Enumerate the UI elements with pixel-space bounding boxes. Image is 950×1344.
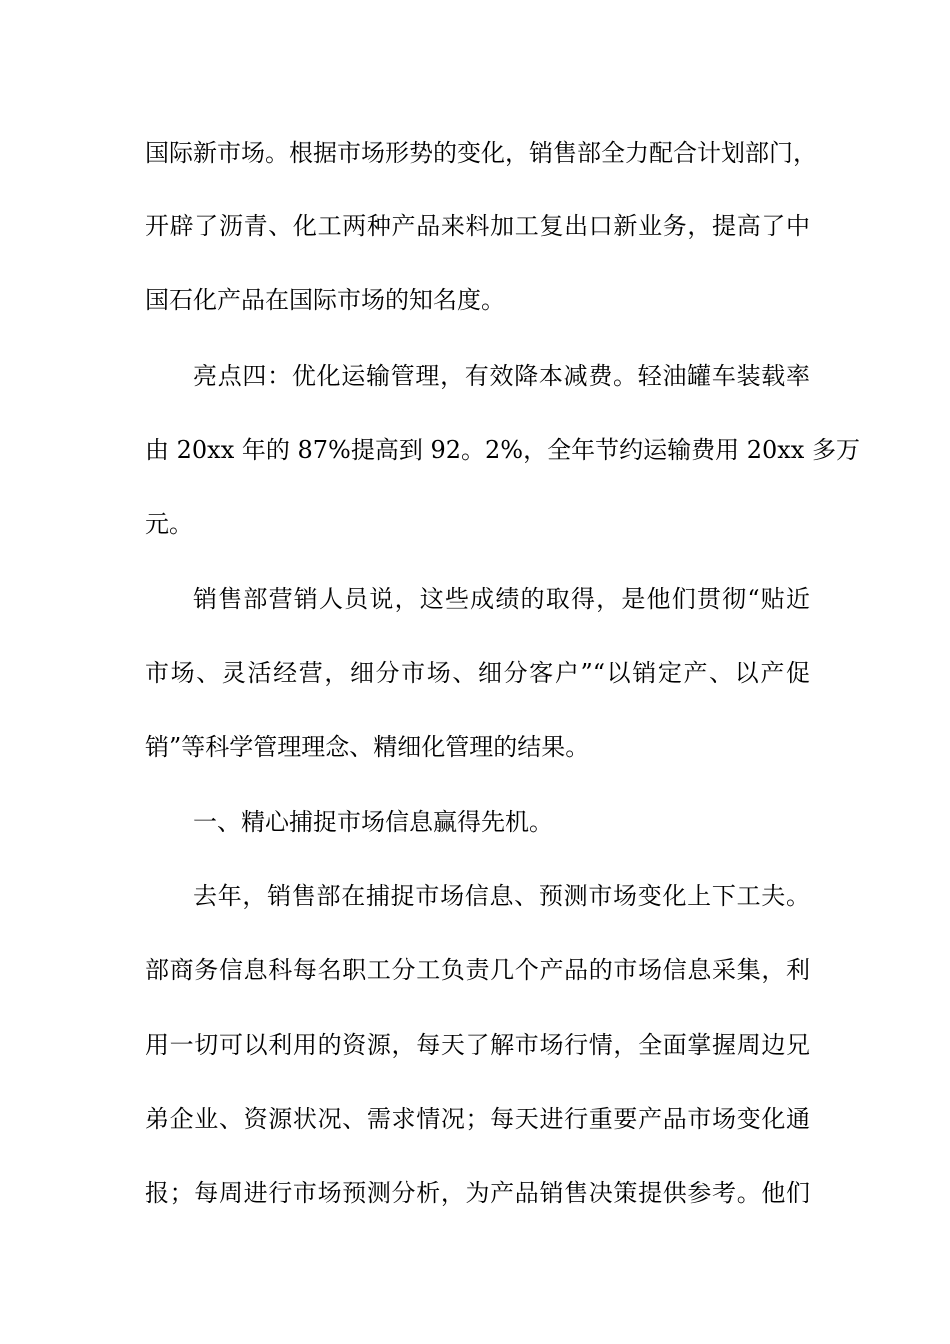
text-line: 报；每周进行市场预测分析，为产品销售决策提供参考。他们 [145, 1179, 810, 1207]
text-line: 销”等科学管理理念、精细化管理的结果。 [145, 733, 590, 761]
text-line: 国际新市场。根据市场形势的变化，销售部全力配合计划部门， [145, 139, 817, 167]
text-line: 元。 [145, 510, 193, 538]
text-line: 去年，销售部在捕捉市场信息、预测市场变化上下工夫。 [193, 882, 810, 910]
text-line: 由 20xx 年的 87%提高到 92。2%，全年节约运输费用 20xx 多万 [145, 436, 860, 464]
text-line: 用一切可以利用的资源，每天了解市场行情，全面掌握周边兄 [145, 1031, 810, 1059]
text-line: 开辟了沥青、化工两种产品来料加工复出口新业务，提高了中 [145, 212, 810, 240]
text-line: 一、精心捕捉市场信息赢得先机。 [193, 808, 553, 836]
text-line: 弟企业、资源状况、需求情况；每天进行重要产品市场变化通 [145, 1105, 810, 1133]
text-line: 销售部营销人员说，这些成绩的取得，是他们贯彻“贴近 [193, 585, 810, 613]
text-line: 部商务信息科每名职工分工负责几个产品的市场信息采集，利 [145, 956, 810, 984]
text-line: 市场、灵活经营，细分市场、细分客户”“以销定产、以产促 [145, 659, 810, 687]
text-line: 亮点四：优化运输管理，有效降本减费。轻油罐车装载率 [193, 362, 810, 390]
text-line: 国石化产品在国际市场的知名度。 [145, 286, 505, 314]
